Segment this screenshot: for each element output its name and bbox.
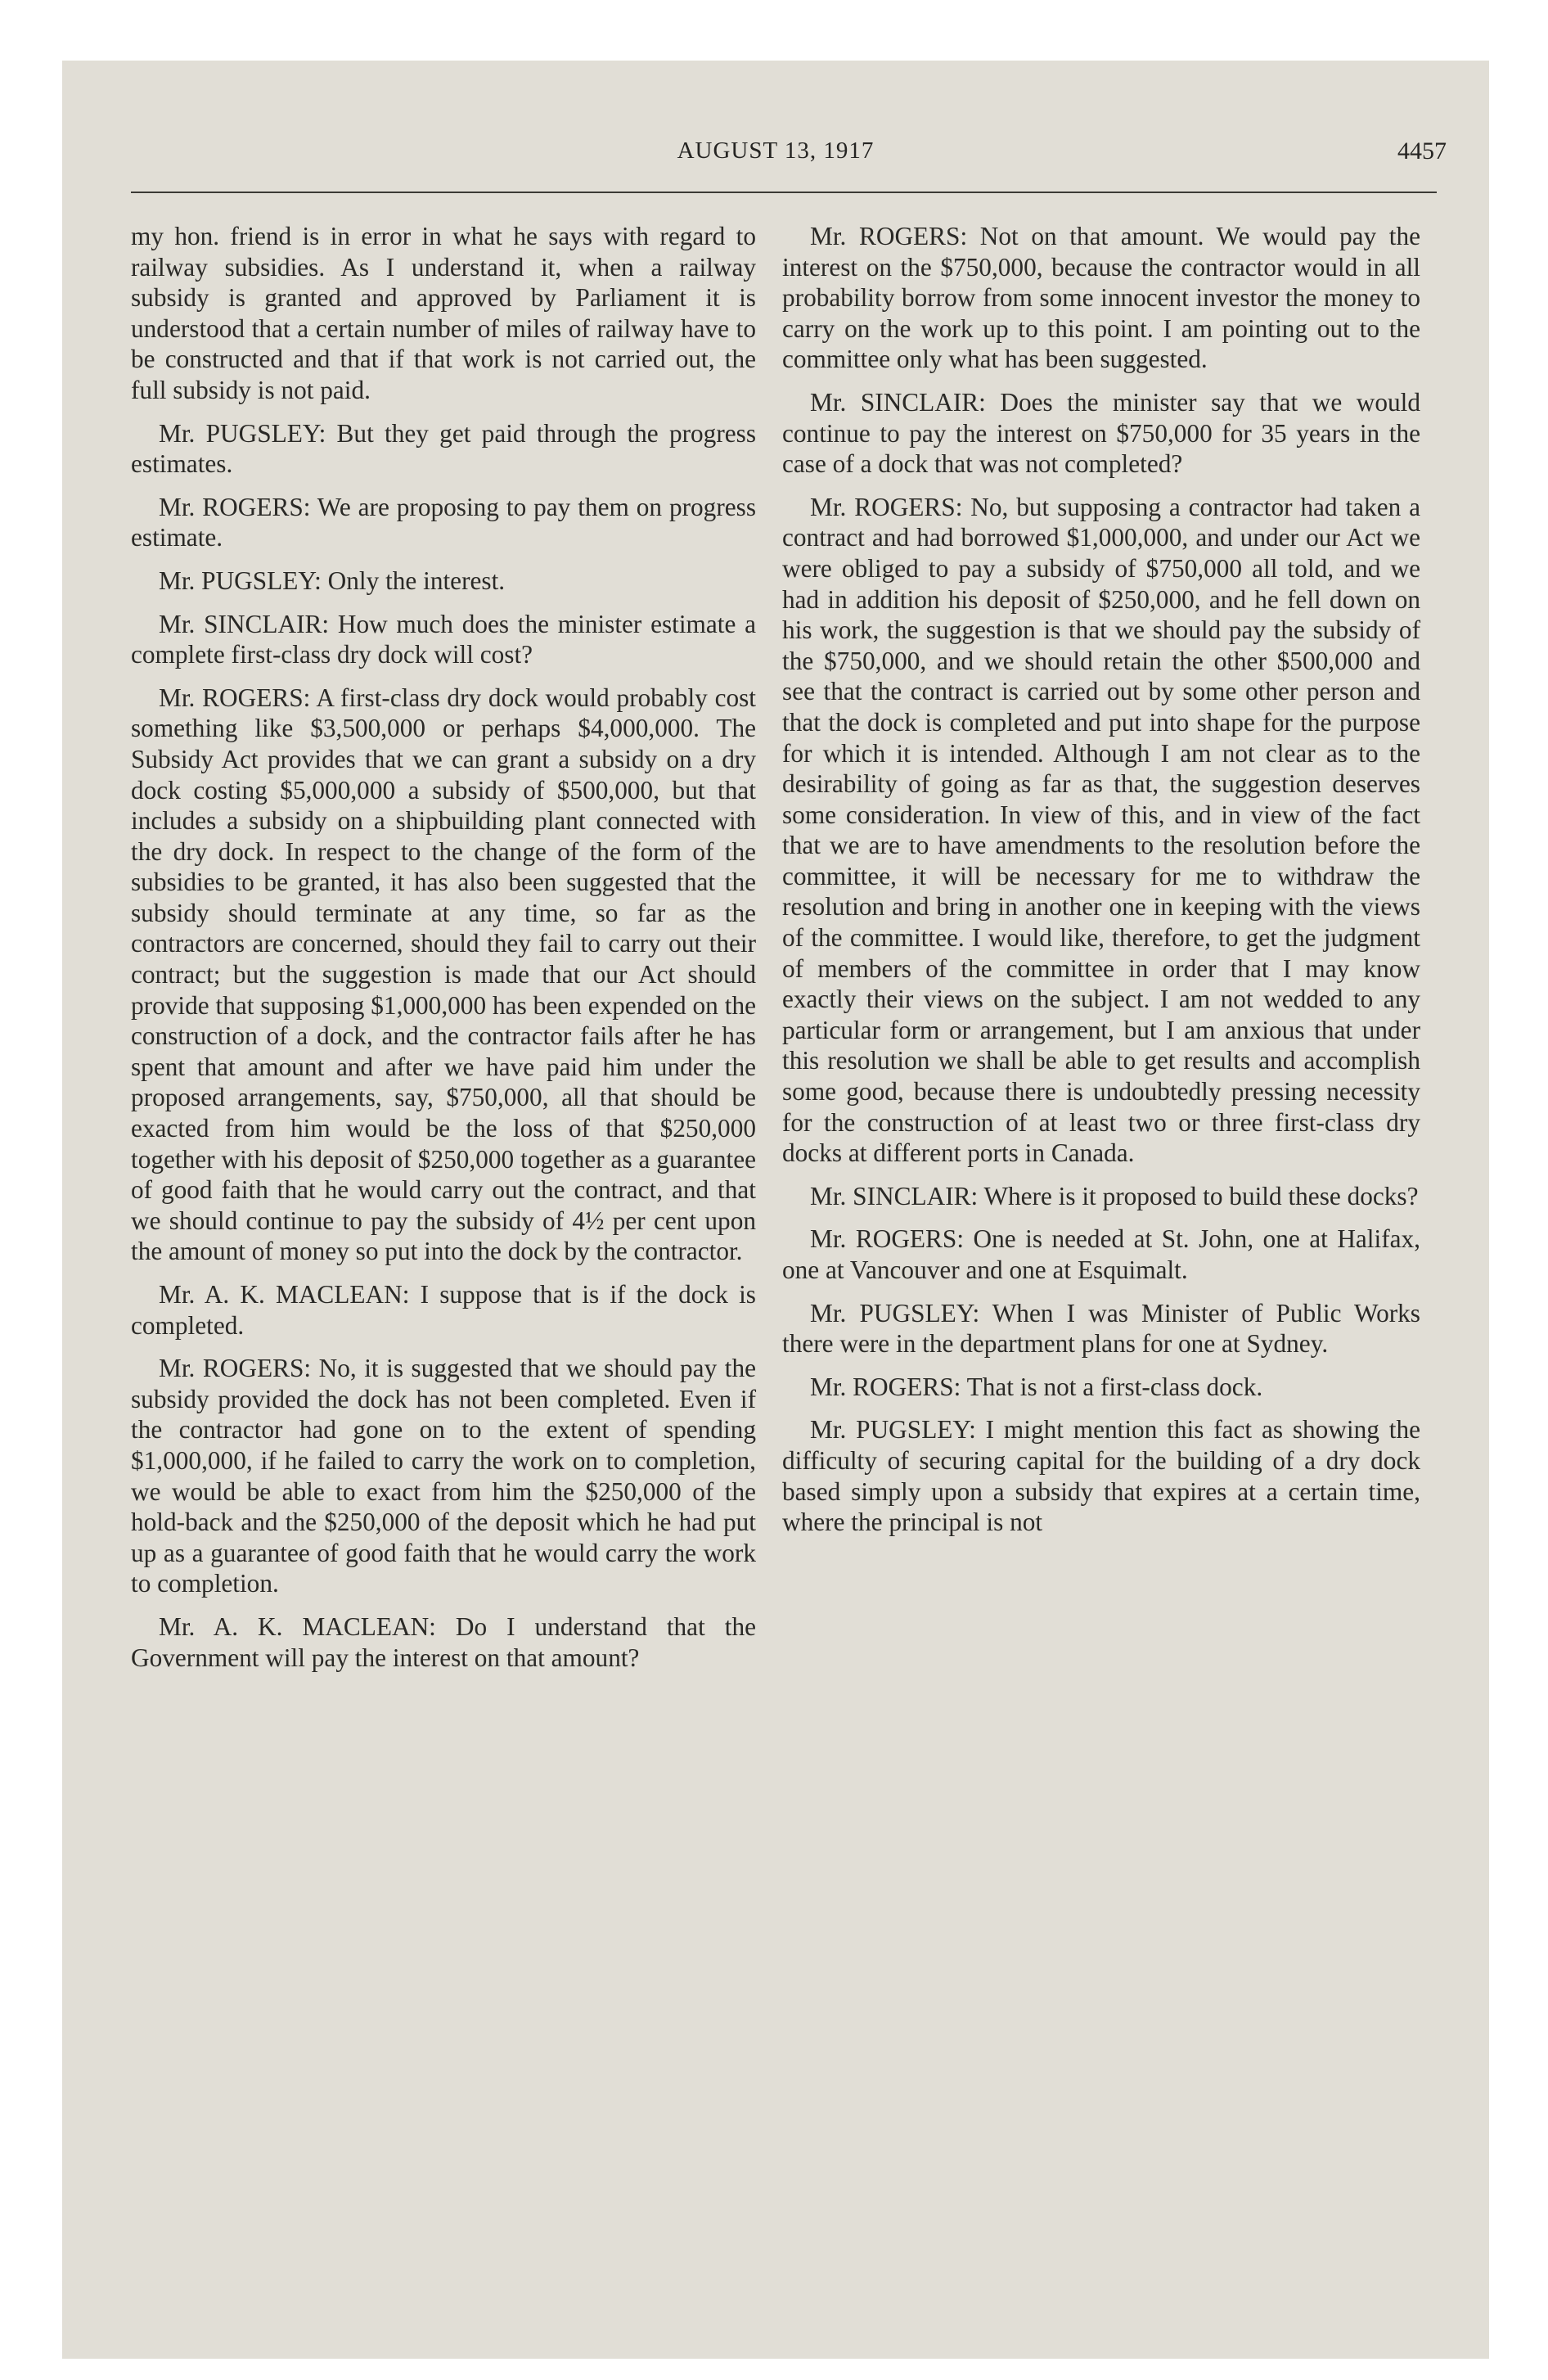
- paragraph: Mr. PUGSLEY: But they get paid through the progress estimates.: [131, 418, 756, 479]
- paragraph: Mr. PUGSLEY: When I was Minister of Public Works there were in the department plans for one at Sydney.: [782, 1298, 1420, 1359]
- page-scan: [62, 61, 1489, 2359]
- paragraph: Mr. A. K. MACLEAN: Do I understand that the Government will pay the interest on that amount?: [131, 1611, 756, 1672]
- page-header: [62, 137, 1489, 170]
- paragraph: Mr. PUGSLEY: Only the interest.: [159, 566, 506, 595]
- paragraph: Mr. ROGERS: Not on that amount. We would pay the interest on the $750,000, because the contractor would in all probability borrow from some innocent investor the money to carry on the work up to this point. I am pointing out to the committee only what has been suggested.: [782, 222, 1420, 374]
- paragraph: Mr. ROGERS: No, but supposing a contractor had taken a contract and had borrowed $1,000,000, and under our Act we were obliged to pay a subsidy of $750,000 all told, and we had in addition his deposit of $250,000, and he fell down on his work, the suggestion is that we should pay the subsidy of the $750,000, and we should retain the other $500,000 and see that the contract is carried out by some other person and that the dock is completed and put into shape for the purpose for which it is intended. Although I am not clear as to the desirability of going as far as that, the suggestion deserves some consideration. In view of this, and in view of the fact that we are to have amendments to the resolution before the committee, it will be necessary for me to withdraw the resolution and bring in another one in keeping with the views of the committee. I would like, therefore, to get the judgment of members of the committee in order that I may know exactly their views on the subject. I am not wedded to any particular form or arrangement, but I am anxious that under this resolution we shall be able to get results and accomplish some good, because there is undoubtedly pressing necessity for the construction of at least two or three first-class dry docks at different ports in Canada.: [782, 492, 1420, 1168]
- paragraph: Mr. SINCLAIR: How much does the minister estimate a complete first-class dry dock will cost?: [131, 609, 756, 669]
- paragraph: Mr. SINCLAIR: Where is it proposed to build these docks?: [810, 1181, 1419, 1210]
- page-date: AUGUST 13, 1917: [677, 137, 875, 164]
- paragraph: Mr. ROGERS: We are proposing to pay them on progress estimate.: [131, 492, 756, 552]
- paragraph: Mr. ROGERS: No, it is suggested that we should pay the subsidy provided the dock has not been completed. Even if the contractor had gone on to the extent of spending $1,000,000, if he failed to carry the work on to completion, we would be able to exact from him the $250,000 of the hold-back and the $250,000 of the deposit which he had put up as a guarantee of good faith that he would carry the work to completion.: [131, 1354, 756, 1598]
- paragraph: Mr. ROGERS: A first-class dry dock would probably cost something like $3,500,000 or perhaps $4,000,000. The Subsidy Act provides that we can grant a subsidy on a dry dock costing $5,000,000 a subsidy of $500,000, but that includes a subsidy on a shipbuilding plant connected with the dry dock. In respect to the change of the form of the subsidies to be granted, it has also been suggested that the subsidy should terminate at any time, so far as the contractors are concerned, should they fail to carry out their contract; but the suggestion is made that our Act should provide that supposing $1,000,000 has been expended on the construction of a dock, and the contractor fails after he has spent that amount and after we have paid him under the proposed arrangements, say, $750,000, all that should be exacted from him would be the loss of that $250,000 together with his deposit of $250,000 together as a guarantee of good faith that he would carry out the contract, and that we should continue to pay the subsidy of 4½ per cent upon the amount of money so put into the dock by the contractor.: [131, 683, 756, 1266]
- left-column: [131, 221, 756, 1685]
- paragraph: Mr. A. K. MACLEAN: I suppose that is if the dock is completed.: [131, 1280, 756, 1340]
- paragraph: Mr. PUGSLEY: I might mention this fact as showing the difficulty of securing capital for the building of a dry dock based simply upon a subsidy that expires at a certain time, where the principal is not: [782, 1415, 1420, 1537]
- page-number: 4457: [1397, 137, 1447, 165]
- header-rule: [131, 192, 1437, 193]
- paragraph: Mr. ROGERS: That is not a first-class dock.: [810, 1372, 1263, 1401]
- paragraph: Mr. ROGERS: One is needed at St. John, one at Halifax, one at Vancouver and one at Esquimalt.: [782, 1224, 1420, 1284]
- paragraph: Mr. SINCLAIR: Does the minister say that we would continue to pay the interest on $750,000 for 35 years in the case of a dock that was not completed?: [782, 387, 1420, 479]
- right-column: [782, 221, 1420, 1550]
- paragraph: my hon. friend is in error in what he says with regard to railway subsidies. As I understand it, when a railway subsidy is granted and approved by Parliament it is understood that a certain number of miles of railway have to be constructed and that if that work is not carried out, the full subsidy is not paid.: [131, 222, 756, 404]
